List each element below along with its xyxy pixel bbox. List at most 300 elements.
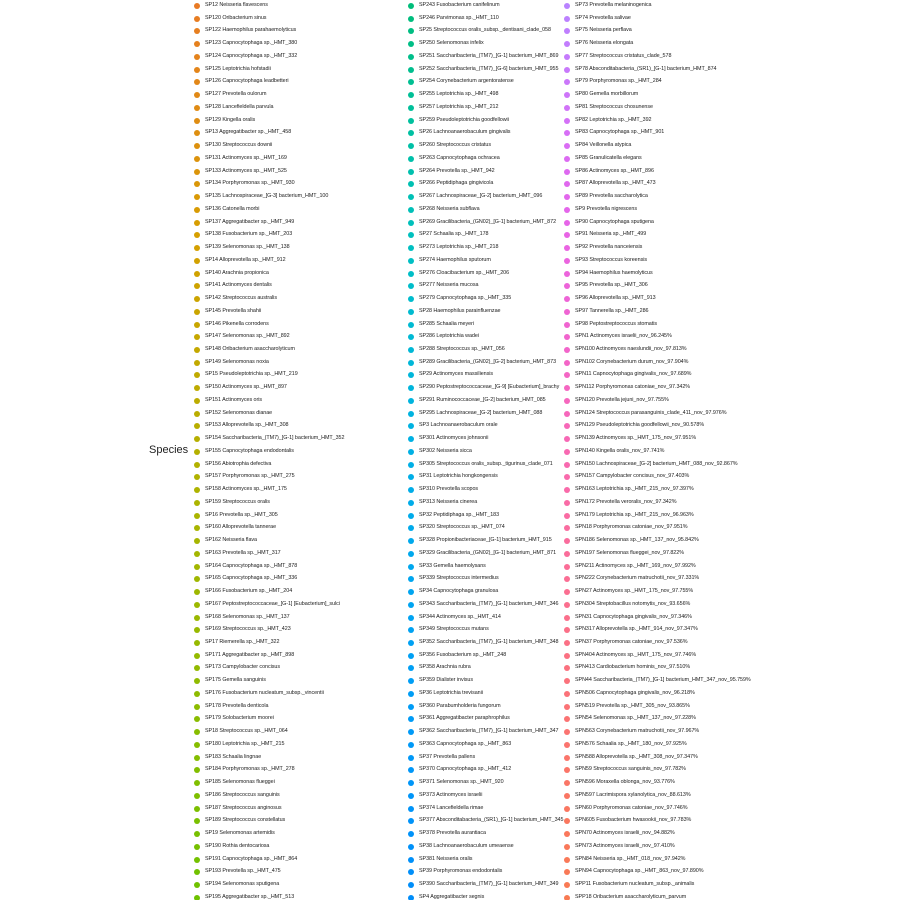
- legend-label: SP390 Saccharibacteria_(TM7)_[G-1] bacterium_HMT_349: [419, 881, 559, 888]
- legend-marker-dot: [194, 653, 200, 659]
- legend-label: SP137 Aggregatibacter sp._HMT_949: [205, 218, 295, 225]
- legend-label: SP129 Kingella oralis: [205, 116, 256, 123]
- legend-marker-dot: [194, 576, 200, 582]
- legend-marker-dot: [564, 322, 570, 328]
- legend-label: SPN11 Capnocytophaga gingivalis_nov_97.689%: [575, 371, 692, 378]
- legend-label: SPN102 Corynebacterium durum_nov_97.904%: [575, 358, 689, 365]
- legend-label: SP263 Capnocytophaga ochracea: [419, 154, 500, 161]
- legend-label: SP360 Parabumholderia fungorum: [419, 702, 501, 709]
- legend-marker-dot: [194, 589, 200, 595]
- legend-label: SPN124 Streptococcus parasanguinis_clade_411_nov_97.976%: [575, 409, 727, 416]
- legend-marker-dot: [564, 105, 570, 111]
- legend-marker-dot: [564, 513, 570, 519]
- legend-marker-dot: [564, 780, 570, 786]
- legend-label: SP160 Alloprevotella tannerae: [205, 524, 277, 531]
- legend-marker-dot: [194, 296, 200, 302]
- legend-marker-dot: [408, 79, 414, 85]
- legend-marker-dot: [194, 194, 200, 200]
- legend-marker-dot: [194, 220, 200, 226]
- legend-label: SP122 Haemophilus parahaemolyticus: [205, 27, 297, 34]
- legend-label: SPP18 Oribacterium asaccharolyticum_parvum: [575, 893, 687, 900]
- legend-label: SP266 Peptidiphaga gingivicola: [419, 180, 494, 187]
- legend-marker-dot: [194, 309, 200, 315]
- legend-label: SP89 Prevotella saccharolytica: [575, 193, 648, 200]
- legend-marker-dot: [564, 130, 570, 136]
- legend-label: SPN120 Prevotella jejuni_nov_97.755%: [575, 396, 669, 403]
- legend-label: SP269 Gracilibacteria_(GN02)_[G-1] bacterium_HMT_872: [419, 218, 557, 225]
- legend-label: SP173 Campylobacter concisus: [205, 664, 281, 671]
- legend-marker-dot: [564, 653, 570, 659]
- legend-label: SP259 Pseudoleptotrichia goodfellowii: [419, 116, 509, 123]
- legend-label: SP94 Haemophilus haemolyticus: [575, 269, 653, 276]
- legend-label: SP175 Gemella sanguinis: [205, 677, 266, 684]
- legend-marker-dot: [408, 691, 414, 697]
- legend-marker-dot: [408, 755, 414, 761]
- legend-marker-dot: [564, 755, 570, 761]
- legend-label: SP183 Schaalia lingnae: [205, 753, 262, 760]
- legend-title: Species: [149, 444, 189, 456]
- legend-label: SP313 Neisseria cinerea: [419, 498, 478, 505]
- legend-marker-dot: [408, 67, 414, 73]
- legend-marker-dot: [408, 118, 414, 124]
- legend-label: SP371 Selenomonas sp._HMT_920: [419, 779, 504, 786]
- legend-marker-dot: [194, 169, 200, 175]
- legend-label: SP25 Streptococcus oralis_subsp._dentisani_clade_058: [419, 27, 551, 34]
- legend-label: SP276 Cloacibacterium sp._HMT_206: [419, 269, 510, 276]
- legend-marker-dot: [194, 806, 200, 812]
- legend-marker-dot: [564, 767, 570, 773]
- legend-label: SP26 Lachnoanaerobaculum gingivalis: [419, 129, 511, 136]
- legend-marker-dot: [408, 665, 414, 671]
- legend-label: SPN222 Corynebacterium matruchotii_nov_97.331%: [575, 575, 700, 582]
- legend-label: SP87 Alloprevotella sp._HMT_473: [575, 180, 656, 187]
- legend-marker-dot: [408, 716, 414, 722]
- legend-marker-dot: [194, 525, 200, 531]
- legend-marker-dot: [408, 156, 414, 162]
- legend-marker-dot: [408, 296, 414, 302]
- legend-marker-dot: [194, 181, 200, 187]
- legend-marker-dot: [408, 487, 414, 493]
- legend-label: SP343 Saccharibacteria_(TM7)_[G-1] bacterium_HMT_346: [419, 600, 559, 607]
- legend-marker-dot: [194, 232, 200, 238]
- legend-label: SP83 Capnocytophaga sp._HMT_901: [575, 129, 665, 136]
- legend-marker-dot: [408, 372, 414, 378]
- legend-label: SP186 Streptococcus sanguinis: [205, 791, 280, 798]
- legend-label: SP243 Fusobacterium canifelinum: [419, 2, 500, 8]
- legend-marker-dot: [194, 271, 200, 277]
- legend-label: SP130 Streptococcus downii: [205, 142, 273, 149]
- legend-label: SP39 Porphyromonas endodontalis: [419, 868, 503, 875]
- legend-label: SP358 Arachnia rubra: [419, 664, 471, 671]
- legend-marker-dot: [194, 704, 200, 710]
- legend-label: SP178 Prevotella denticola: [205, 702, 269, 709]
- legend-label: SP167 Peptostreptococcaceae_[G-1] [Eubacterium]_sulci: [205, 600, 340, 607]
- legend-label: SP302 Neisseria sicca: [419, 447, 472, 454]
- legend-label: SP195 Aggregatibacter sp._HMT_513: [205, 893, 295, 900]
- legend-marker-dot: [564, 576, 570, 582]
- legend-label: SPN506 Capnocytophaga gingivalis_nov_96.218%: [575, 689, 695, 696]
- legend-label: SP374 Lancefieldella rimae: [419, 804, 484, 811]
- legend-marker-dot: [408, 130, 414, 136]
- legend-marker-dot: [564, 436, 570, 442]
- legend-label: SP165 Capnocytophaga sp._HMT_336: [205, 575, 298, 582]
- legend-label: SP176 Fusobacterium nucleatum_subsp._vincentii: [205, 689, 324, 696]
- legend-marker-dot: [564, 551, 570, 557]
- legend-marker-dot: [408, 589, 414, 595]
- legend-label: SPN413 Cardiobacterium hominis_nov_97.510%: [575, 664, 691, 671]
- legend-label: SPN179 Leptotrichia sp._HMT_215_nov_96.963%: [575, 511, 694, 518]
- legend-marker-dot: [408, 28, 414, 34]
- legend-marker-dot: [564, 347, 570, 353]
- legend-label: SP158 Actinomyces sp._HMT_175: [205, 486, 287, 493]
- legend-label: SPN27 Actinomyces sp._HMT_175_nov_97.755%: [575, 588, 694, 595]
- legend-label: SPN60 Porphyromonas catoniae_nov_97.746%: [575, 804, 688, 811]
- legend-label: SP31 Leptotrichia hongkongensis: [419, 473, 498, 480]
- legend-marker-dot: [564, 398, 570, 404]
- legend-marker-dot: [408, 882, 414, 888]
- legend-label: SP85 Granulicatella elegans: [575, 154, 642, 161]
- legend-marker-dot: [408, 462, 414, 468]
- legend-marker-dot: [564, 232, 570, 238]
- legend-marker-dot: [408, 232, 414, 238]
- legend-marker-dot: [408, 92, 414, 98]
- legend-label: SPN404 Actinomyces sp._HMT_175_nov_97.746%: [575, 651, 697, 658]
- legend-label: SPN186 Selenomonas sp._HMT_137_nov_95.842%: [575, 537, 699, 544]
- legend-marker-dot: [194, 716, 200, 722]
- legend-marker-dot: [408, 181, 414, 187]
- legend-marker-dot: [564, 143, 570, 149]
- legend-label: SP156 Abiotrophia defectiva: [205, 460, 272, 467]
- legend-marker-dot: [194, 818, 200, 824]
- legend-label: SP37 Prevotella pallens: [419, 753, 476, 760]
- legend-marker-dot: [564, 882, 570, 888]
- legend-label: SP149 Selenomonas noxia: [205, 358, 269, 365]
- legend-marker-dot: [408, 615, 414, 621]
- legend-marker-dot: [408, 220, 414, 226]
- legend-marker-dot: [194, 831, 200, 837]
- legend-marker-dot: [408, 334, 414, 340]
- legend-marker-dot: [194, 245, 200, 251]
- legend-label: SP381 Neisseria oralis: [419, 855, 473, 862]
- legend-marker-dot: [194, 869, 200, 875]
- legend-marker-dot: [564, 742, 570, 748]
- legend-label: SP254 Corynebacterium argentoratense: [419, 78, 514, 85]
- legend-marker-dot: [564, 449, 570, 455]
- legend-label: SP77 Streptococcus cristatus_clade_578: [575, 52, 672, 59]
- legend-label: SP246 Parvimonas sp._HMT_110: [419, 14, 499, 21]
- legend-label: SP75 Neisseria perflava: [575, 27, 632, 34]
- legend-marker-dot: [408, 194, 414, 200]
- legend-label: SP140 Arachnia propionica: [205, 269, 269, 276]
- legend-label: SP84 Veillonella atypica: [575, 142, 632, 149]
- legend-label: SP305 Streptococcus oralis_subsp._tigurinus_clade_071: [419, 460, 553, 467]
- legend-label: SP97 Tannerella sp._HMT_286: [575, 307, 649, 314]
- legend-label: SP15 Pseudoleptotrichia sp._HMT_219: [205, 371, 298, 378]
- legend-label: SP80 Gemella morbillorum: [575, 91, 639, 98]
- legend-marker-dot: [194, 156, 200, 162]
- legend-marker-dot: [564, 627, 570, 633]
- legend-marker-dot: [408, 806, 414, 812]
- legend-marker-dot: [564, 678, 570, 684]
- legend-label: SPN150 Lachnospiraceae_[G-2] bacterium_HMT_088_nov_92.867%: [575, 460, 738, 467]
- legend-marker-dot: [408, 436, 414, 442]
- legend-marker-dot: [408, 818, 414, 824]
- legend-marker-dot: [408, 347, 414, 353]
- legend-marker-dot: [564, 564, 570, 570]
- legend-marker-dot: [194, 793, 200, 799]
- legend-marker-dot: [564, 258, 570, 264]
- legend-marker-dot: [194, 678, 200, 684]
- legend-marker-dot: [194, 602, 200, 608]
- legend-label: SP126 Capnocytophaga leadbetteri: [205, 78, 289, 85]
- legend-label: SPN94 Capnocytophaga sp._HMT_863_nov_97.890%: [575, 868, 704, 875]
- legend-label: SP127 Prevotella oulorum: [205, 91, 267, 98]
- legend-marker-dot: [564, 831, 570, 837]
- legend-label: SP273 Leptotrichia sp._HMT_218: [419, 244, 499, 251]
- legend-label: SP162 Neisseria flava: [205, 537, 257, 544]
- legend-marker-dot: [408, 169, 414, 175]
- legend-label: SPN129 Pseudoleptotrichia goodfellowii_nov_90.578%: [575, 422, 705, 429]
- legend-marker-dot: [408, 869, 414, 875]
- legend-marker-dot: [194, 551, 200, 557]
- legend-label: SPN59 Streptococcus sanguinis_nov_97.782%: [575, 766, 686, 773]
- legend-marker-dot: [408, 895, 414, 900]
- legend-label: SPN563 Corynebacterium matruchotii_nov_97.967%: [575, 728, 700, 735]
- legend-marker-dot: [194, 449, 200, 455]
- legend-label: SPN37 Porphyromonas catoniae_nov_97.536%: [575, 639, 688, 645]
- legend-label: SP131 Actinomyces sp._HMT_169: [205, 154, 287, 161]
- legend-marker-dot: [408, 729, 414, 735]
- legend-label: SPN54 Selenomonas sp._HMT_137_nov_97.228%: [575, 715, 696, 722]
- legend-label: SP78 Absconditabacteria_(SR1)_[G-1] bacterium_HMT_874: [575, 65, 717, 72]
- legend-label: SP185 Selenomonas flueggei: [205, 779, 275, 786]
- legend-marker-dot: [408, 411, 414, 417]
- legend-marker-dot: [408, 513, 414, 519]
- legend-label: SP163 Prevotella sp._HMT_317: [205, 549, 281, 556]
- legend-marker-dot: [408, 640, 414, 646]
- legend-label: SP193 Prevotella sp._HMT_475: [205, 868, 281, 875]
- legend-marker-dot: [194, 79, 200, 85]
- legend-marker-dot: [194, 385, 200, 391]
- legend-label: SP12 Neisseria flavescens: [205, 2, 268, 8]
- legend-label: SPN197 Selenomonas flueggei_nov_97.822%: [575, 549, 684, 556]
- legend-label: SP189 Streptococcus constellatus: [205, 817, 286, 824]
- legend-marker-dot: [194, 691, 200, 697]
- legend-label: SP135 Lachnospiraceae_[G-3] bacterium_HMT_100: [205, 193, 329, 200]
- legend-marker-dot: [408, 653, 414, 659]
- legend-label: SP81 Streptococcus chosunense: [575, 103, 653, 110]
- legend-label: SP147 Selenomonas sp._HMT_892: [205, 333, 290, 340]
- legend-label: SPN519 Prevotella sp._HMT_305_nov_93.865%: [575, 702, 690, 709]
- legend-label: SP139 Selenomonas sp._HMT_138: [205, 244, 290, 251]
- legend-label: SP128 Lancefieldella parvula: [205, 103, 274, 110]
- legend-marker-dot: [194, 54, 200, 60]
- legend-label: SP268 Neisseria subflava: [419, 205, 480, 212]
- legend-marker-dot: [564, 869, 570, 875]
- legend-marker-dot: [564, 41, 570, 47]
- legend-label: SP277 Neisseria mucosa: [419, 282, 479, 289]
- legend-label: SP152 Selenomonas dianae: [205, 409, 273, 416]
- legend-label: SP146 Pikenella corrodens: [205, 320, 269, 327]
- legend-marker-dot: [564, 54, 570, 60]
- legend-marker-dot: [408, 780, 414, 786]
- legend-marker-dot: [194, 462, 200, 468]
- legend-marker-dot: [564, 806, 570, 812]
- legend-label: SPN588 Alloprevotella sp._HMT_308_nov_97.347%: [575, 753, 698, 760]
- legend-label: SP136 Catonella morbi: [205, 205, 260, 212]
- legend-marker-dot: [194, 16, 200, 22]
- legend-label: SPN157 Campylobacter concisus_nov_97.403%: [575, 473, 690, 480]
- legend-marker-dot: [408, 538, 414, 544]
- legend-marker-dot: [408, 245, 414, 251]
- legend-label: SPN84 Neisseria sp._HMT_018_nov_97.942%: [575, 855, 686, 862]
- legend-label: SP90 Capnocytophaga sputigena: [575, 218, 654, 225]
- legend-label: SP257 Leptotrichia sp._HMT_212: [419, 103, 499, 110]
- legend-label: SP92 Prevotella nanceiensis: [575, 244, 643, 251]
- legend-label: SP17 Riemerella sp._HMT_322: [205, 639, 280, 645]
- legend-label: SP164 Capnocytophaga sp._HMT_878: [205, 562, 298, 569]
- legend-label: SPN112 Porphyromonas catoniae_nov_97.342%: [575, 384, 691, 391]
- legend-marker-dot: [408, 500, 414, 506]
- legend-label: SP191 Capnocytophaga sp._HMT_864: [205, 855, 298, 862]
- legend-marker-dot: [408, 283, 414, 289]
- legend-label: SP9 Prevotella nigrescens: [575, 205, 637, 212]
- legend-label: SP339 Streptococcus intermedius: [419, 575, 499, 582]
- legend-marker-dot: [408, 831, 414, 837]
- legend-label: SP344 Actinomyces sp._HMT_414: [419, 613, 501, 620]
- legend-marker-dot: [564, 372, 570, 378]
- legend-label: SP73 Prevotella melaninogenica: [575, 2, 652, 8]
- legend-label: SP301 Actinomyces johnsonii: [419, 435, 489, 442]
- legend-label: SPN304 Streptobacillus notomytis_nov_93.656%: [575, 600, 691, 607]
- legend-marker-dot: [194, 780, 200, 786]
- legend-label: SP34 Capnocytophaga granulosa: [419, 588, 499, 595]
- legend-marker-dot: [408, 449, 414, 455]
- legend-label: SPN596 Moraxella oblonga_nov_93.776%: [575, 779, 675, 786]
- legend-label: SP98 Peptostreptococcus stomatis: [575, 320, 657, 327]
- legend-marker-dot: [564, 194, 570, 200]
- legend-label: SPP11 Fusobacterium nucleatum_subsp._animalis: [575, 881, 695, 888]
- legend-marker-dot: [564, 16, 570, 22]
- legend-marker-dot: [564, 245, 570, 251]
- legend-marker-dot: [194, 895, 200, 900]
- legend-marker-dot: [194, 857, 200, 863]
- legend-label: SP291 Ruminococcaceae_[G-2] bacterium_HMT_085: [419, 396, 546, 403]
- legend-label: SP134 Porphyromonas sp._HMT_930: [205, 180, 295, 187]
- legend-label: SP124 Capnocytophaga sp._HMT_332: [205, 52, 298, 59]
- legend-marker-dot: [194, 130, 200, 136]
- legend-marker-dot: [564, 474, 570, 480]
- legend-marker-dot: [564, 92, 570, 98]
- legend-marker-dot: [408, 423, 414, 429]
- legend-marker-dot: [564, 729, 570, 735]
- legend-label: SP16 Prevotella sp._HMT_305: [205, 511, 278, 518]
- legend-marker-dot: [408, 105, 414, 111]
- legend-marker-dot: [564, 118, 570, 124]
- legend-marker-dot: [408, 627, 414, 633]
- legend-label: SP3 Lachnoanaerobaculum orale: [419, 422, 498, 429]
- legend-label: SP359 Dialister invisus: [419, 677, 473, 684]
- legend-label: SPN576 Schaalia sp._HMT_180_nov_97.925%: [575, 740, 687, 747]
- legend-marker-dot: [564, 857, 570, 863]
- legend-marker-dot: [194, 322, 200, 328]
- legend-marker-dot: [194, 474, 200, 480]
- legend-marker-dot: [408, 576, 414, 582]
- legend-label: SPN163 Leptotrichia sp._HMT_215_nov_97.397%: [575, 486, 694, 493]
- legend-label: SP184 Porphyromonas sp._HMT_278: [205, 766, 295, 773]
- legend-label: SP377 Absconditabacteria_(SR1)_[G-1] bacterium_HMT_345: [419, 817, 564, 824]
- legend-marker-dot: [194, 538, 200, 544]
- legend-marker-dot: [564, 487, 570, 493]
- legend-marker-dot: [564, 334, 570, 340]
- legend-marker-dot: [564, 3, 570, 9]
- legend-label: SP86 Actinomyces sp._HMT_896: [575, 167, 654, 174]
- legend-marker-dot: [194, 360, 200, 366]
- legend-label: SP187 Streptococcus anginosus: [205, 804, 282, 811]
- legend-marker-dot: [194, 882, 200, 888]
- legend-marker-dot: [408, 525, 414, 531]
- legend-label: SPN70 Actinomyces israelii_nov_94.882%: [575, 830, 675, 837]
- legend-marker-dot: [194, 67, 200, 73]
- legend-marker-dot: [564, 309, 570, 315]
- legend-label: SP157 Porphyromonas sp._HMT_275: [205, 473, 295, 480]
- legend-marker-dot: [194, 28, 200, 34]
- legend-marker-dot: [408, 857, 414, 863]
- legend-marker-dot: [564, 283, 570, 289]
- legend-marker-dot: [194, 207, 200, 213]
- legend-marker-dot: [564, 665, 570, 671]
- legend-marker-dot: [408, 271, 414, 277]
- legend-label: SP373 Actinomyces israelii: [419, 791, 483, 798]
- legend-marker-dot: [194, 767, 200, 773]
- legend-marker-dot: [408, 54, 414, 60]
- legend-label: SP190 Rothia dentocariosa: [205, 842, 270, 849]
- legend-label: SP179 Solobacterium moorei: [205, 715, 274, 722]
- legend-label: SP153 Alloprevotella sp._HMT_308: [205, 422, 289, 429]
- legend-marker-dot: [194, 411, 200, 417]
- legend-label: SP19 Selenomonas artemidis: [205, 830, 275, 837]
- legend-marker-dot: [564, 704, 570, 710]
- legend-marker-dot: [194, 755, 200, 761]
- legend-marker-dot: [194, 640, 200, 646]
- legend-marker-dot: [408, 322, 414, 328]
- legend-marker-dot: [564, 818, 570, 824]
- legend-marker-dot: [408, 385, 414, 391]
- legend-marker-dot: [194, 844, 200, 850]
- legend-marker-dot: [194, 398, 200, 404]
- legend-label: SP363 Capnocytophaga sp._HMT_863: [419, 740, 512, 747]
- legend-marker-dot: [408, 474, 414, 480]
- legend-label: SP18 Streptococcus sp._HMT_064: [205, 728, 288, 735]
- legend-label: SP142 Streptococcus australis: [205, 295, 277, 302]
- legend-label: SP251 Saccharibacteria_(TM7)_[G-1] bacterium_HMT_869: [419, 52, 559, 59]
- legend-label: SP260 Streptococcus cristatus: [419, 142, 491, 149]
- legend-marker-dot: [564, 28, 570, 34]
- legend-label: SPN139 Actinomyces sp._HMT_175_nov_97.951%: [575, 435, 697, 442]
- legend-marker-dot: [564, 220, 570, 226]
- legend-marker-dot: [564, 207, 570, 213]
- legend-marker-dot: [408, 602, 414, 608]
- legend-label: SP82 Leptotrichia sp._HMT_392: [575, 116, 652, 123]
- legend-label: SP4 Aggregatibacter segnis: [419, 893, 485, 900]
- legend-label: SP255 Leptotrichia sp._HMT_498: [419, 91, 499, 98]
- legend-label: SP148 Oribacterium asaccharolyticum: [205, 345, 295, 352]
- legend-label: SP33 Gemella haemolysans: [419, 562, 486, 569]
- legend-marker-dot: [564, 79, 570, 85]
- legend-label: SP252 Saccharibacteria_(TM7)_[G-6] bacterium_HMT_955: [419, 65, 559, 72]
- legend-label: SP96 Alloprevotella sp._HMT_913: [575, 295, 656, 302]
- legend-label: SPN605 Fusobacterium hwasookii_nov_97.783%: [575, 817, 692, 824]
